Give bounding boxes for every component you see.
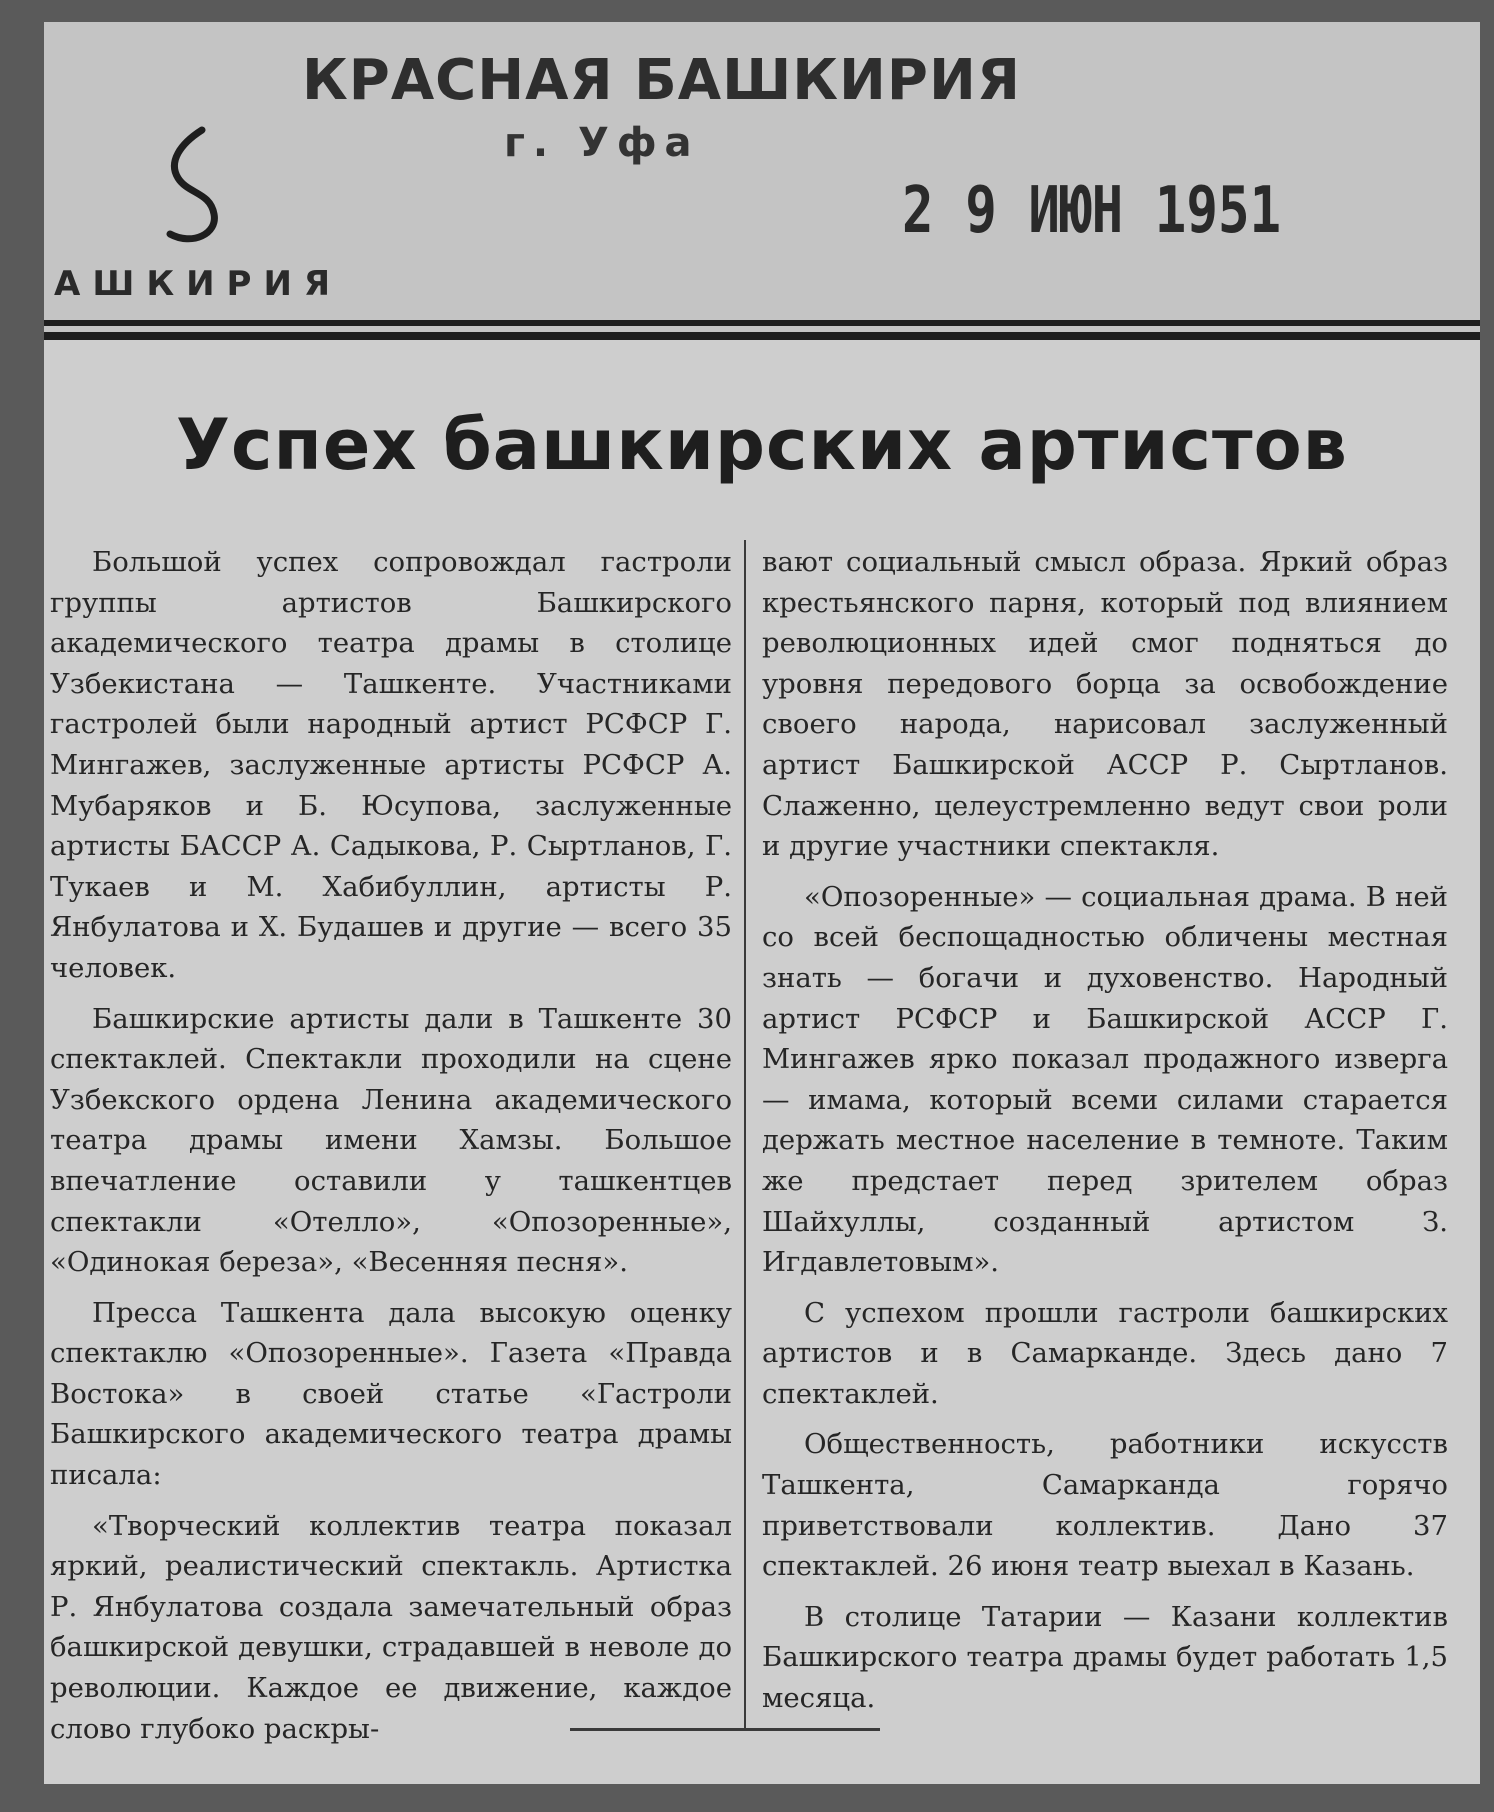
article-paragraph: Башкирские артисты дали в Ташкенте 30 спектаклей. Спектакли проходили на сцене Узбекского ордена Ленина академического театра драмы имени Хамзы. Большое впечатление оставили у ташкентцев спектакли «Отелло», «Опозоренные», «Одинокая береза», «Весенняя песня». [50,1002,732,1279]
article-paragraph: Большой успех сопровождал гастроли группы артистов Башкирского академического театра драмы в столице Узбекистана — Ташкенте. Участниками гастролей были народный артист РСФСР Г. Мингажев, заслуженные артисты РСФСР А. Мубаряков и Б. Юсупова, заслуженные артисты БАССР А. Садыкова, Р. Сыртланов, Г. Тукаев и М. Хабибуллин, артисты Р. Янбулатова и Х. Будашев и другие — всего 35 человек. [50,546,732,984]
header-rule-thin [44,320,1480,326]
article-column-right [762,542,1448,1729]
article-column-left [50,542,732,1759]
article-paragraph: вают социальный смысл образа. Яркий образ крестьянского парня, который под влиянием революционных идей смог подняться до уровня передового борца за освобождение своего народа, нарисовал заслуженный артист Башкирской АССР Р. Сыртланов. Слаженно, целеустремленно ведут свои роли и другие участники спектакля. [762,546,1448,863]
newspaper-name: КРАСНАЯ БАШКИРИЯ [302,48,1021,113]
article-headline: Успех башкирских артистов [176,404,1348,486]
article-paragraph: «Творческий коллектив театра показал яркий, реалистический спектакль. Артистка Р. Янбулатова создала замечательный образ башкирской девушки, страдавшей в неволе до революции. Каждое ее движение, каждое слово глубоко раскры- [50,1509,732,1745]
article-paragraph: «Опозоренные» — социальная драма. В ней со всей беспощадностью обличены местная знать — богачи и духовенство. Народный артист РСФСР и Башкирской АССР Г. Мингажев ярко показал продажного изверга — имама, который всеми силами старается держать местное население в темноте. Таким же предстает перед зрителем образ Шайхуллы, созданный артистом З. Игдавлетовым». [762,880,1448,1279]
column-divider [744,540,746,1730]
article-paragraph: В столице Татарии — Казани коллектив Башкирского театра драмы будет работать 1,5 месяца. [762,1600,1448,1715]
article-clipping [44,340,1480,1784]
article-paragraph: С успехом прошли гастроли башкирских артистов и в Самарканде. Здесь дано 7 спектаклей. [762,1296,1448,1410]
city-label: г. Уфа [504,120,700,166]
newspaper-clipping-card [44,22,1480,1784]
header-rule-thick [44,332,1480,340]
article-paragraph: Пресса Ташкента дала высокую оценку спектаклю «Опозоренные». Газета «Правда Востока» в своей статье «Гастроли Башкирского академического театра драмы писала: [50,1296,732,1492]
article-end-rule [570,1728,880,1731]
date-stamp: 2 9 ИЮН 1951 [902,174,1282,248]
masthead-fragment: АШКИРИЯ [54,264,343,304]
handwritten-page-mark [140,122,250,252]
clipping-header [44,22,1480,340]
article-paragraph: Общественность, работники искусств Ташкента, Самарканда горячо приветствовали коллектив. Дано 37 спектаклей. 26 июня театр выехал в Казань. [762,1428,1448,1583]
